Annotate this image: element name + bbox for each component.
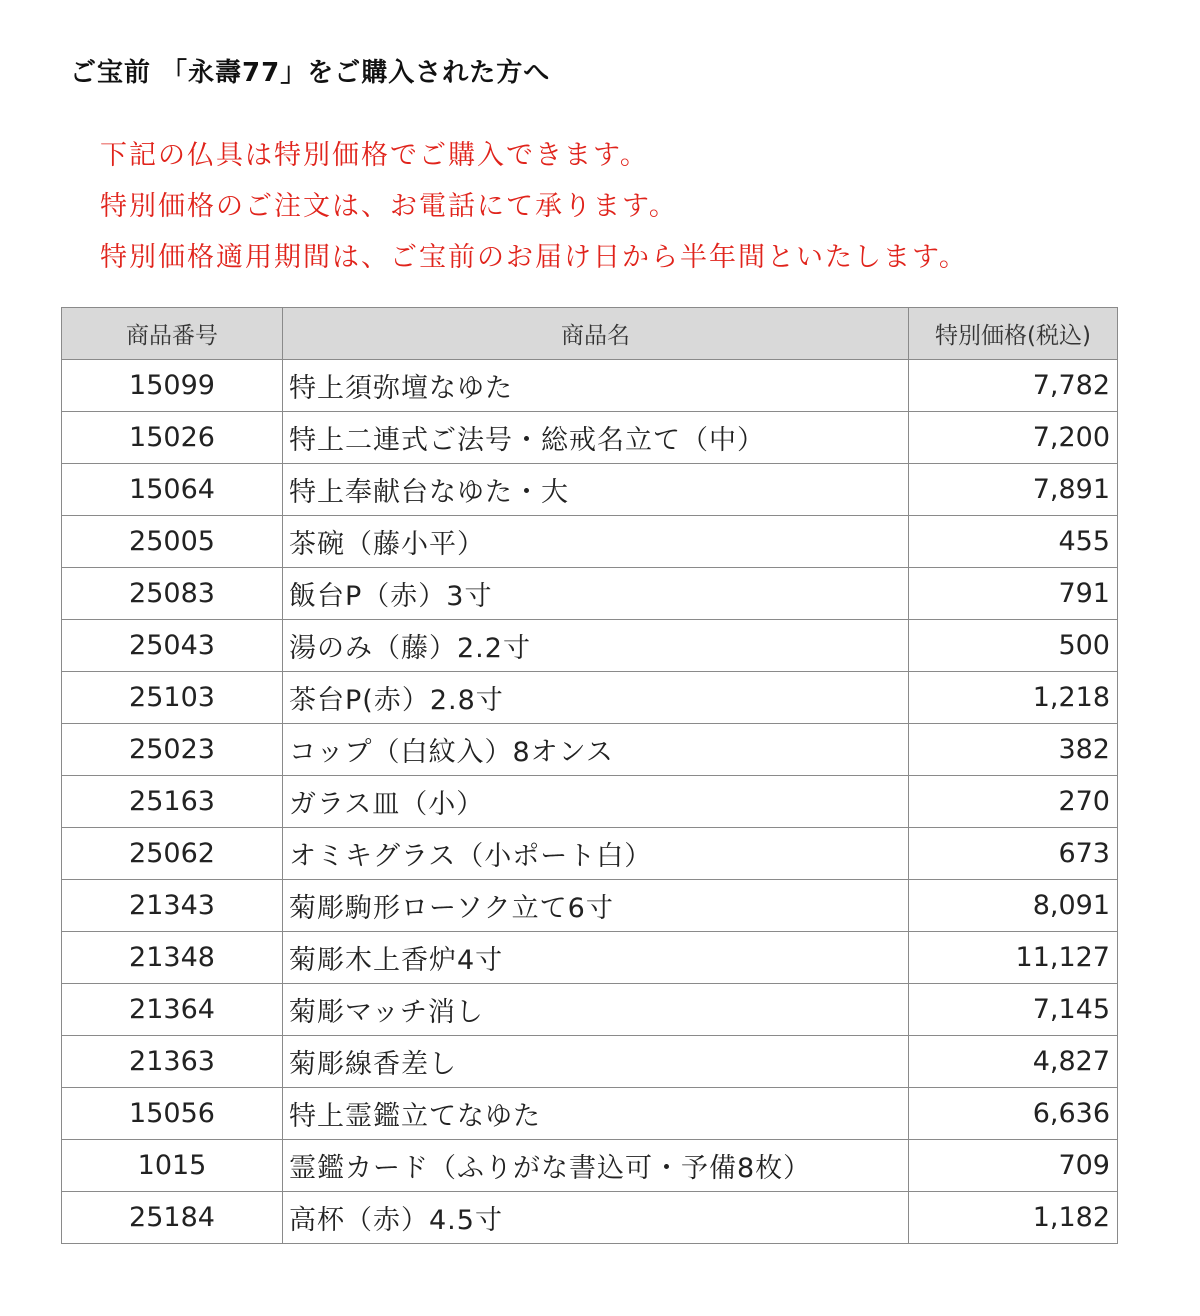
table-row xyxy=(62,724,1118,776)
price-cell: 11,127 xyxy=(909,932,1118,984)
product-name-cell: 茶碗（藤小平） xyxy=(283,516,909,568)
page-title: ご宝前 「永壽77」をご購入された方へ xyxy=(70,58,551,88)
product-name-cell: 特上須弥壇なゆた xyxy=(283,360,909,412)
product-name-cell: 菊彫線香差し xyxy=(283,1036,909,1088)
table-row xyxy=(62,620,1118,672)
table-row xyxy=(62,568,1118,620)
price-cell: 8,091 xyxy=(909,880,1118,932)
product-code-cell: 25005 xyxy=(62,516,283,568)
product-name-cell: ガラス皿（小） xyxy=(283,776,909,828)
header-special-price: 特別価格(税込) xyxy=(909,308,1118,360)
table-row xyxy=(62,932,1118,984)
product-code-cell: 21348 xyxy=(62,932,283,984)
product-name-cell: 特上霊鑑立てなゆた xyxy=(283,1088,909,1140)
table-header-row xyxy=(62,308,1118,360)
product-name-cell: 菊彫木上香炉4寸 xyxy=(283,932,909,984)
product-code-cell: 15099 xyxy=(62,360,283,412)
product-name-cell: 飯台P（赤）3寸 xyxy=(283,568,909,620)
price-cell: 6,636 xyxy=(909,1088,1118,1140)
product-code-cell: 21364 xyxy=(62,984,283,1036)
notice-line-1: 下記の仏具は特別価格でご購入できます。 xyxy=(100,140,649,171)
product-name-cell: オミキグラス（小ポート白） xyxy=(283,828,909,880)
price-cell: 1,182 xyxy=(909,1192,1118,1244)
price-cell: 382 xyxy=(909,724,1118,776)
table-row xyxy=(62,360,1118,412)
product-code-cell: 25184 xyxy=(62,1192,283,1244)
table-row xyxy=(62,1036,1118,1088)
price-cell: 673 xyxy=(909,828,1118,880)
product-name-cell: 特上奉献台なゆた・大 xyxy=(283,464,909,516)
product-code-cell: 15064 xyxy=(62,464,283,516)
table-row xyxy=(62,516,1118,568)
price-table xyxy=(61,307,1118,1244)
price-cell: 7,782 xyxy=(909,360,1118,412)
table-row xyxy=(62,1140,1118,1192)
product-code-cell: 25103 xyxy=(62,672,283,724)
price-cell: 791 xyxy=(909,568,1118,620)
price-cell: 1,218 xyxy=(909,672,1118,724)
product-code-cell: 25163 xyxy=(62,776,283,828)
product-code-cell: 25023 xyxy=(62,724,283,776)
price-cell: 7,891 xyxy=(909,464,1118,516)
product-code-cell: 15026 xyxy=(62,412,283,464)
price-cell: 4,827 xyxy=(909,1036,1118,1088)
price-cell: 270 xyxy=(909,776,1118,828)
header-product-code: 商品番号 xyxy=(62,308,283,360)
table-row xyxy=(62,828,1118,880)
price-cell: 7,145 xyxy=(909,984,1118,1036)
header-product-name: 商品名 xyxy=(283,308,909,360)
product-name-cell: 霊鑑カード（ふりがな書込可・予備8枚） xyxy=(283,1140,909,1192)
notice-line-2: 特別価格のご注文は、お電話にて承ります。 xyxy=(100,191,678,222)
price-cell: 709 xyxy=(909,1140,1118,1192)
table-row xyxy=(62,412,1118,464)
product-code-cell: 25062 xyxy=(62,828,283,880)
product-name-cell: 高杯（赤）4.5寸 xyxy=(283,1192,909,1244)
product-code-cell: 25043 xyxy=(62,620,283,672)
price-cell: 7,200 xyxy=(909,412,1118,464)
product-code-cell: 25083 xyxy=(62,568,283,620)
table-row xyxy=(62,672,1118,724)
table-row xyxy=(62,1192,1118,1244)
product-name-cell: 菊彫マッチ消し xyxy=(283,984,909,1036)
product-name-cell: 特上二連式ご法号・総戒名立て（中） xyxy=(283,412,909,464)
notice-line-3: 特別価格適用期間は、ご宝前のお届け日から半年間といたします。 xyxy=(100,242,968,273)
product-code-cell: 21363 xyxy=(62,1036,283,1088)
product-code-cell: 1015 xyxy=(62,1140,283,1192)
price-cell: 500 xyxy=(909,620,1118,672)
product-name-cell: 湯のみ（藤）2.2寸 xyxy=(283,620,909,672)
product-name-cell: コップ（白紋入）8オンス xyxy=(283,724,909,776)
table-row xyxy=(62,1088,1118,1140)
notice-block xyxy=(100,130,968,283)
product-name-cell: 茶台P(赤）2.8寸 xyxy=(283,672,909,724)
price-cell: 455 xyxy=(909,516,1118,568)
product-name-cell: 菊彫駒形ローソク立て6寸 xyxy=(283,880,909,932)
product-code-cell: 15056 xyxy=(62,1088,283,1140)
table-row xyxy=(62,880,1118,932)
table-row xyxy=(62,776,1118,828)
table-row xyxy=(62,464,1118,516)
product-code-cell: 21343 xyxy=(62,880,283,932)
table-row xyxy=(62,984,1118,1036)
